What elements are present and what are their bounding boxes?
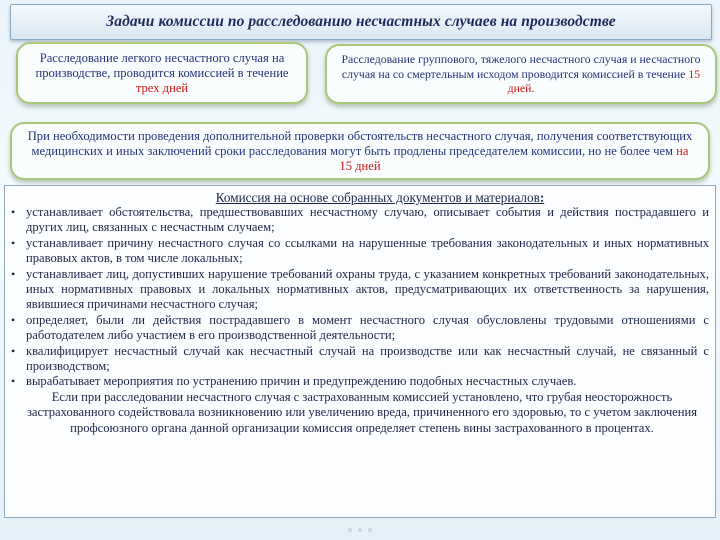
extension-deadline: на 15 дней — [339, 143, 689, 173]
bullet-icon: • — [11, 235, 16, 250]
conclusion-text: Если при расследовании несчастного случая с застрахованным комиссией установлено, что грубая неосторожность застрахованного содействовала возникновению или увеличению вреда, причиненного его здоровью, то с учетом заключения профсоюзного органа данной организации комиссия определяет степень вины застрахованного в процентах. — [26, 389, 698, 435]
light-accident-card — [16, 42, 308, 104]
duty-text: квалифицирует несчастный случай как несчастный случай на производстве или как несчастный случай, не связанный с производством; — [26, 343, 709, 374]
duty-text: устанавливает обстоятельства, предшествовавших несчастному случаю, описывает события и действия пострадавшего и других лиц, связанных с несчастным случаем; — [26, 205, 709, 235]
duty-text: вырабатывает мероприятия по устранению причин и предупреждению подобных несчастных случаев. — [26, 374, 577, 389]
dot-icon — [368, 528, 372, 532]
decorative-dots — [0, 520, 720, 540]
extension-card — [10, 122, 710, 180]
bullet-icon: • — [11, 374, 16, 389]
group-accident-body: Расследование группового, тяжелого несчастного случая и несчастного случая на со смертельным исходом проводится комиссией в течение — [341, 52, 701, 81]
title-bar — [10, 4, 712, 40]
panel-heading-text: Комиссия на основе собранных документов и материалов — [215, 190, 540, 205]
duty-text: устанавливает лиц, допустивших нарушение требований охраны труда, с указанием конкретных требований законодательных, иных нормативных правовых и локальных нормативных актов, предусматривающих их ответственность за нарушения, явившиеся причинами несчастного случая; — [26, 266, 709, 312]
bullet-icon: • — [11, 343, 16, 358]
bullet-icon: • — [11, 205, 16, 219]
group-accident-deadline: 15 дней — [507, 66, 701, 96]
commission-duties-panel — [4, 185, 716, 518]
list-item — [11, 205, 709, 236]
list-item — [11, 236, 709, 267]
list-item — [11, 344, 709, 375]
extension-text — [24, 129, 696, 174]
light-accident-body: Расследование легкого несчастного случая на производстве, проводится комиссией в течение — [35, 50, 289, 80]
dot-icon — [348, 528, 352, 532]
extension-body: При необходимости проведения дополнительной проверки обстоятельств несчастного случая, получения соответствующих медицинских и иных заключений сроки расследования могут быть продлены председателем комиссии, но не более чем — [27, 128, 693, 158]
dot-icon — [358, 528, 362, 532]
group-accident-text — [333, 52, 709, 96]
group-accident-end: . — [531, 81, 535, 96]
light-accident-deadline: трех дней — [135, 80, 189, 95]
duty-text: определяет, были ли действия пострадавшего в момент несчастного случая обусловлены трудовыми отношениями с работодателем либо участием в его производственной деятельности; — [26, 312, 709, 343]
bullet-icon: • — [11, 312, 16, 327]
duties-list — [11, 205, 709, 390]
bullet-icon: • — [11, 266, 16, 281]
duty-text: устанавливает причину несчастного случая со ссылками на нарушенные требования законодательных и иных нормативных правовых актов, в том числе локальных; — [26, 235, 709, 266]
list-item — [11, 374, 709, 389]
slide-title: Задачи комиссии по расследованию несчастных случаев на производстве — [106, 13, 616, 30]
light-accident-text — [28, 51, 296, 96]
list-item — [11, 313, 709, 344]
group-accident-card — [325, 44, 717, 104]
panel-heading-colon: : — [539, 190, 545, 205]
list-item — [11, 267, 709, 313]
panel-heading — [51, 190, 709, 205]
